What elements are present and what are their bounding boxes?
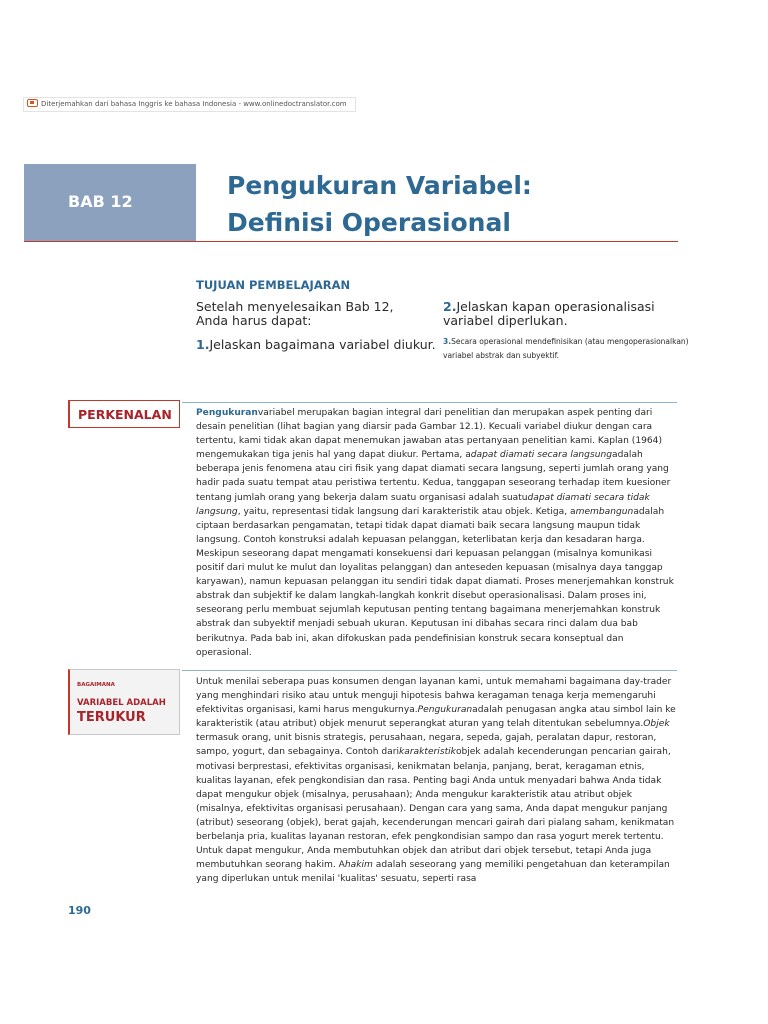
term-italic: Objek (643, 719, 670, 730)
text-run: , yaitu, representasi tidak langsung dari karakteristik atau objek. Ketiga, a (237, 506, 576, 517)
measure-label-big: TERUKUR (77, 710, 146, 725)
banner-text: Diterjemahkan dari bahasa Inggris ke bahasa Indonesia - www.onlinedoctranslator.com (41, 100, 347, 108)
intro-section-label: PERKENALAN (78, 407, 172, 422)
intro-section-label-box (68, 400, 180, 428)
objective-number: 2. (443, 299, 457, 314)
text-run: variabel merupakan bagian integral dari penelitian dan merupakan aspek penting dari desain penelitian (lihat bagian yang diarsir pada Gambar 12.1). Kecuali variabel diukur dengan cara tertentu, kami tidak akan dapat menemukan jawaban atas pertanyaan penelitian kami. Kaplan (1964) mengemukakan tiga jenis hal yang dapat diukur. Pertama, a (196, 408, 663, 461)
chapter-label: BAB 12 (68, 192, 133, 211)
page-number: 190 (68, 904, 91, 917)
objectives-heading: TUJUAN PEMBELAJARAN (196, 278, 351, 292)
intro-paragraph (196, 406, 680, 660)
term-italic: membangun (575, 506, 634, 517)
text-run: adalah seseorang yang memiliki pengetahuan dan keterampilan yang diperlukan untuk menilai 'kualitas' sesuatu, seperti rasa (196, 860, 670, 885)
objective-number: 3. (443, 337, 452, 346)
chapter-title-line-1: Pengukuran Variabel: (227, 171, 532, 200)
objectives-intro: Setelah menyelesaikan Bab 12, Anda harus dapat: (196, 299, 394, 328)
objective-text: Secara operasional mendefinisikan (atau mengoperasionalkan) variabel abstrak dan subyektif. (443, 337, 689, 360)
objective-text: Jelaskan bagaimana variabel diukur. (209, 337, 436, 352)
objective-text: Jelaskan kapan operasionalisasi variabel diperlukan. (443, 299, 655, 328)
translator-logo-icon (27, 99, 38, 107)
measure-section-label-box (68, 669, 180, 735)
measure-label-mid: VARIABEL ADALAH (77, 698, 166, 708)
text-run: adalah penugasan angka atau simbol lain ke karakteristik (atau atribut) objek menurut seperangkat aturan yang telah ditentukan sebelumnya. (196, 705, 676, 730)
term-italic: dapat diamati secara tidak langsung (196, 492, 650, 517)
title-divider (24, 241, 678, 242)
objective-item-3 (443, 335, 693, 363)
term-italic: dapat diamati secara langsung (470, 450, 612, 461)
term-highlight: Pengukuran (196, 408, 258, 418)
text-run: adalah ciptaan berdasarkan pengamatan, tetapi tidak dapat diamati baik secara langsung maupun tidak langsung. Contoh konstruksi adalah kepuasan pelanggan, keterlibatan kerja dan kesadaran harga. Meskipun seseorang dapat mengamati konsekuensi dari kepuasan pelanggan (misalnya komunikasi positif dari mulut ke mulut dan loyalitas pelanggan) dan anteseden kepuasan (misalnya daya tanggap karyawan), namun kepuasan pelanggan itu sendiri tidak dapat diamati. Proses menerjemahkan konstruk abstrak dan subjektif ke dalam langkah-langkah konkrit disebut operasionalisasi. Dalam proses ini, seseorang perlu membuat sejumlah keputusan penting tentang bagaimana menerjemahkan konstruk abstrak dan subyektif menjadi sebuah ukuran. Keputusan ini dibahas secara rinci dalam dua bab berikutnya. Pada bab ini, akan difokuskan pada pendefinisian konstruk secara konseptual dan operasional. (196, 506, 674, 658)
text-run: Untuk menilai seberapa puas konsumen dengan layanan kami, untuk memahami bagaimana day-trader yang menghindari risiko atau untuk menguji hipotesis bahwa keragaman tenaga kerja memengaruhi efektivitas organisasi, kami harus mengukurnya. (196, 677, 672, 716)
text-run: adalah beberapa jenis fenomena atau ciri fisik yang dapat diamati secara langsung, seperti jumlah orang yang hadir pada suatu tempat atau peristiwa tertentu. Kedua, tanggapan seseorang terhadap item kuesioner tentang jumlah orang yang bekerja dalam suatu organisasi adalah suatu (196, 450, 671, 503)
term-italic: Pengukuran (417, 705, 473, 716)
term-italic: karakteristik (398, 747, 456, 758)
measure-label-small: BAGAIMANA (77, 682, 115, 688)
term-italic: hakim (344, 860, 373, 871)
objective-number: 1. (196, 337, 210, 352)
section-divider (182, 402, 677, 403)
text-run: termasuk orang, unit bisnis strategis, perusahaan, negara, sepeda, gajah, peralatan dapur, restoran, sampo, yogurt, dan sebagainya. Contoh dari (196, 733, 657, 758)
translation-banner[interactable] (23, 97, 356, 112)
chapter-title-line-2: Definisi Operasional (227, 208, 511, 237)
objective-item-2 (443, 300, 673, 328)
text-run: objek adalah kecenderungan pencarian gairah, motivasi berprestasi, efektivitas organisasi, kenikmatan belanja, panjang, berat, keragaman etnis, kualitas layanan, efek pengkondisian dan rasa. Penting bagi Anda untuk menyadari bahwa Anda tidak dapat mengukur objek (misalnya, perusahaan); Anda mengukur karakteristik atau atribut objek (misalnya, efektivitas organisasi perusahaan). Dengan cara yang sama, Anda dapat mengukur panjang (atribut) seseorang (objek), berat gajah, kecenderungan mencari gairah dari pialang saham, kenikmatan berbelanja pria, kualitas layanan restoran, efek pengkondisian sampo dan rasa yogurt merek tertentu. Untuk dapat mengukur, Anda membutuhkan objek dan atribut dari objek tersebut, tetapi Anda juga membutuhkan seorang hakim. A (196, 747, 675, 871)
objective-item-1 (196, 337, 436, 352)
section-divider (182, 670, 677, 671)
measure-paragraph (196, 675, 680, 886)
